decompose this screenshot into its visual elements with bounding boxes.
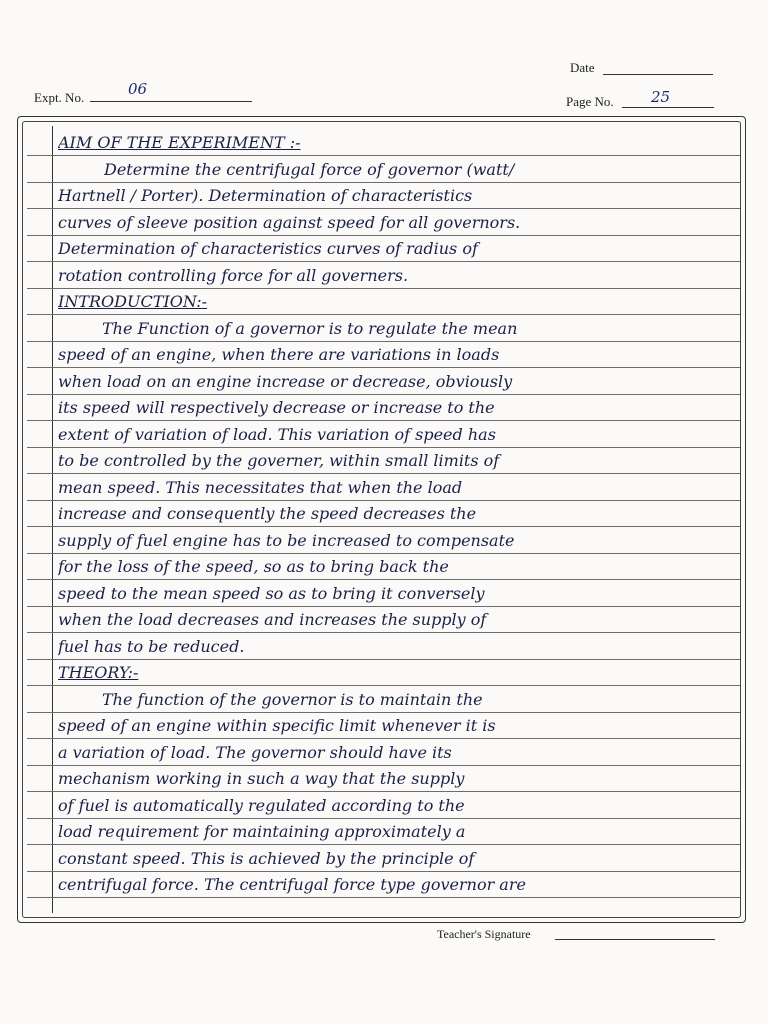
text-line: its speed will respectively decrease or increase to the (58, 398, 495, 417)
page-no-label: Page No. (566, 94, 614, 109)
section-heading: INTRODUCTION:- (58, 292, 208, 311)
text-line: a variation of load. The governor should have its (58, 742, 452, 762)
margin-line (52, 126, 53, 913)
text-line: speed to the mean speed so as to bring it conversely (58, 583, 485, 603)
text-line: speed of an engine within specific limit whenever it is (58, 716, 496, 735)
text-line: Determination of characteristics curves of radius of (58, 239, 478, 258)
text-line: mean speed. This necessitates that when the load (58, 477, 463, 497)
text-line: rotation controlling force for all governers. (58, 265, 409, 285)
text-line: fuel has to be reduced. (58, 636, 245, 656)
expt-no-value: 06 (128, 80, 148, 98)
text-line: when the load decreases and increases the supply of (58, 610, 487, 629)
text-line: The function of the governor is to maintain the (102, 689, 483, 709)
text-line: supply of fuel engine has to be increased to compensate (58, 530, 515, 550)
expt-no-label: Expt. No. (34, 90, 85, 105)
text-line: extent of variation of load. This variation of speed has (58, 424, 496, 444)
date-label: Date (570, 60, 595, 75)
text-line: to be controlled by the governer, within small limits of (58, 451, 500, 470)
text-line: Determine the centrifugal force of governor (watt/ (104, 159, 515, 179)
text-line: The Function of a governor is to regulate the mean (102, 318, 518, 338)
section-heading: AIM OF THE EXPERIMENT :- (58, 133, 301, 152)
text-line: increase and consequently the speed decreases the (58, 504, 477, 523)
page-no-value: 25 (651, 88, 671, 106)
section-heading: THEORY:- (58, 663, 139, 682)
text-line: for the loss of the speed, so as to bring back the (58, 557, 449, 576)
text-line: centrifugal force. The centrifugal force type governor are (58, 875, 526, 894)
text-line: constant speed. This is achieved by the principle of (58, 848, 475, 868)
text-line: Hartnell / Porter). Determination of characteristics (58, 186, 473, 205)
text-line: mechanism working in such a way that the supply (58, 769, 465, 788)
date-line (603, 74, 713, 75)
text-line: curves of sleeve position against speed for all governors. (58, 212, 521, 232)
teacher-signature-line (555, 939, 715, 940)
teacher-signature-label: Teacher's Signature (437, 927, 531, 941)
text-line: load requirement for maintaining approximately a (58, 822, 466, 841)
page-no-line (622, 107, 714, 108)
text-line: when load on an engine increase or decrease, obviously (58, 371, 513, 391)
text-line: of fuel is automatically regulated according to the (58, 795, 465, 815)
text-line: speed of an engine, when there are variations in loads (58, 345, 500, 364)
expt-no-line (90, 101, 252, 102)
